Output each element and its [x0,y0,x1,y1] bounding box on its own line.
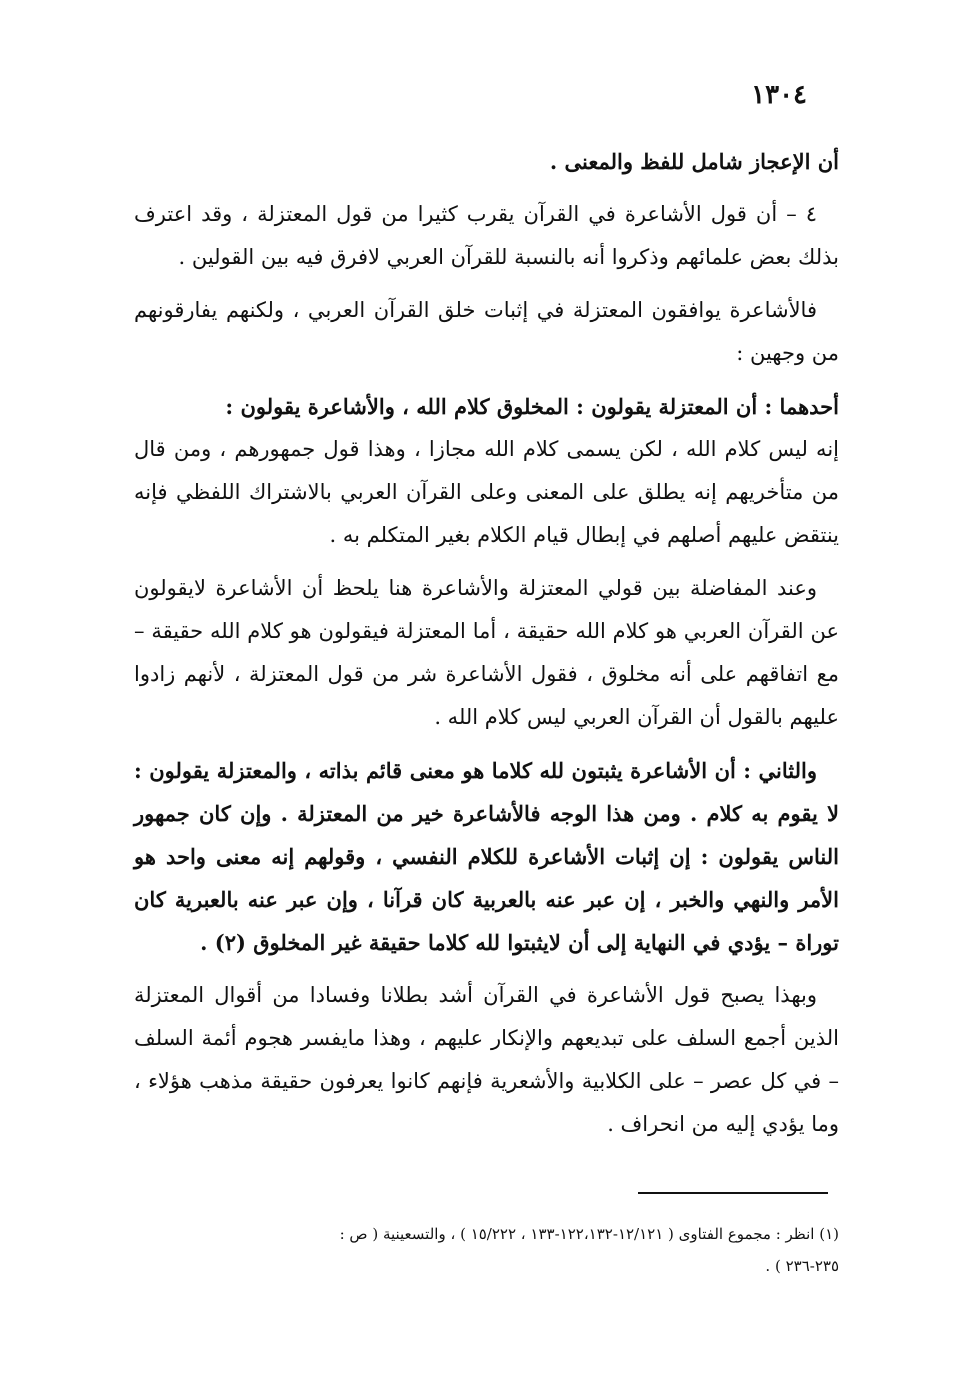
paragraph-2: ٤ – أن قول الأشاعرة في القرآن يقرب كثيرا من قول المعتزلة ، وقد اعترف بذلك بعض علمائهم وذكروا أنه بالنسبة للقرآن العربي لافرق فيه بين القولين . [134,202,839,269]
paragraph-3: فالأشاعرة يوافقون المعتزلة في إثبات خلق القرآن العربي ، ولكنهم يفارقونهم من وجهين : [134,298,839,365]
main-text [134,140,839,1156]
paragraph-8: وبهذا يصبح قول الأشاعرة في القرآن أشد بطلانا وفسادا من أقوال المعتزلة الذين أجمع السلف على تبديعهم والإنكار عليهم ، وهذا مايفسر هجوم أئمة السلف – في كل عصر – على الكلابية والأشعرية فإنهم كانوا يعرفون حقيقة مذهب هؤلاء ، وما يؤدي إليه من انحراف . [134,983,839,1136]
page-number: ١٣٠٤ [751,80,807,110]
footnote-separator [638,1192,828,1194]
footnote-line-1: (١) انظر : مجموع الفتاوى ( ١٢/١٢١-١٢٢،١٣٢-١٣٣ ، ١٥/٢٢٢ ) ، والتسعينية ( ص : [339,1225,839,1243]
footnote-line-2: ٢٣٥-٢٣٦ ) . [765,1257,839,1275]
paragraph-1: أن الإعجاز شامل للفظ والمعنى . [549,149,839,174]
paragraph-6: وعند المفاضلة بين قولي المعتزلة والأشاعرة هنا يلحظ أن الأشاعرة لايقولون عن القرآن العربي هو كلام الله حقيقة ، أما المعتزلة فيقولون هو كلام الله حقيقة – مع اتفاقهم على أنه مخلوق ، فقول الأشاعرة شر من قول المعتزلة ، لأنهم زادوا عليهم بالقول أن القرآن العربي ليس كلام الله . [134,576,839,729]
paragraph-5: إنه ليس كلام الله ، لكن يسمى كلام الله مجازا ، وهذا قول جمهورهم ، ومن قال من متأخريهم إنه يطلق على المعنى وعلى القرآن العربي بالاشتراك اللفظي فإنه ينتقض عليهم أصلهم في إبطال قيام الكلام بغير المتكلم به . [134,437,839,547]
paragraph-4: أحدهما : أن المعتزلة يقولون : المخلوق كلام الله ، والأشاعرة يقولون : [225,394,839,419]
footnotes [134,1218,839,1282]
paragraph-7: والثاني : أن الأشاعرة يثبتون لله كلاما هو معنى قائم بذاته ، والمعتزلة يقولون : لا يقوم به كلام . ومن هذا الوجه فالأشاعرة خير من المعتزلة . وإن كان جمهور الناس يقولون : إن إثبات الأشاعرة للكلام النفسي ، وقولهم إنه معنى واحد هو الأمر والنهي والخبر ، إن عبر عنه بالعربية كان قرآنا ، وإن عبر عنه بالعبرية كان توراة – يؤدي في النهاية إلى أن لايثبتوا لله كلاما حقيقة غير المخلوق (٢) . [134,758,839,955]
